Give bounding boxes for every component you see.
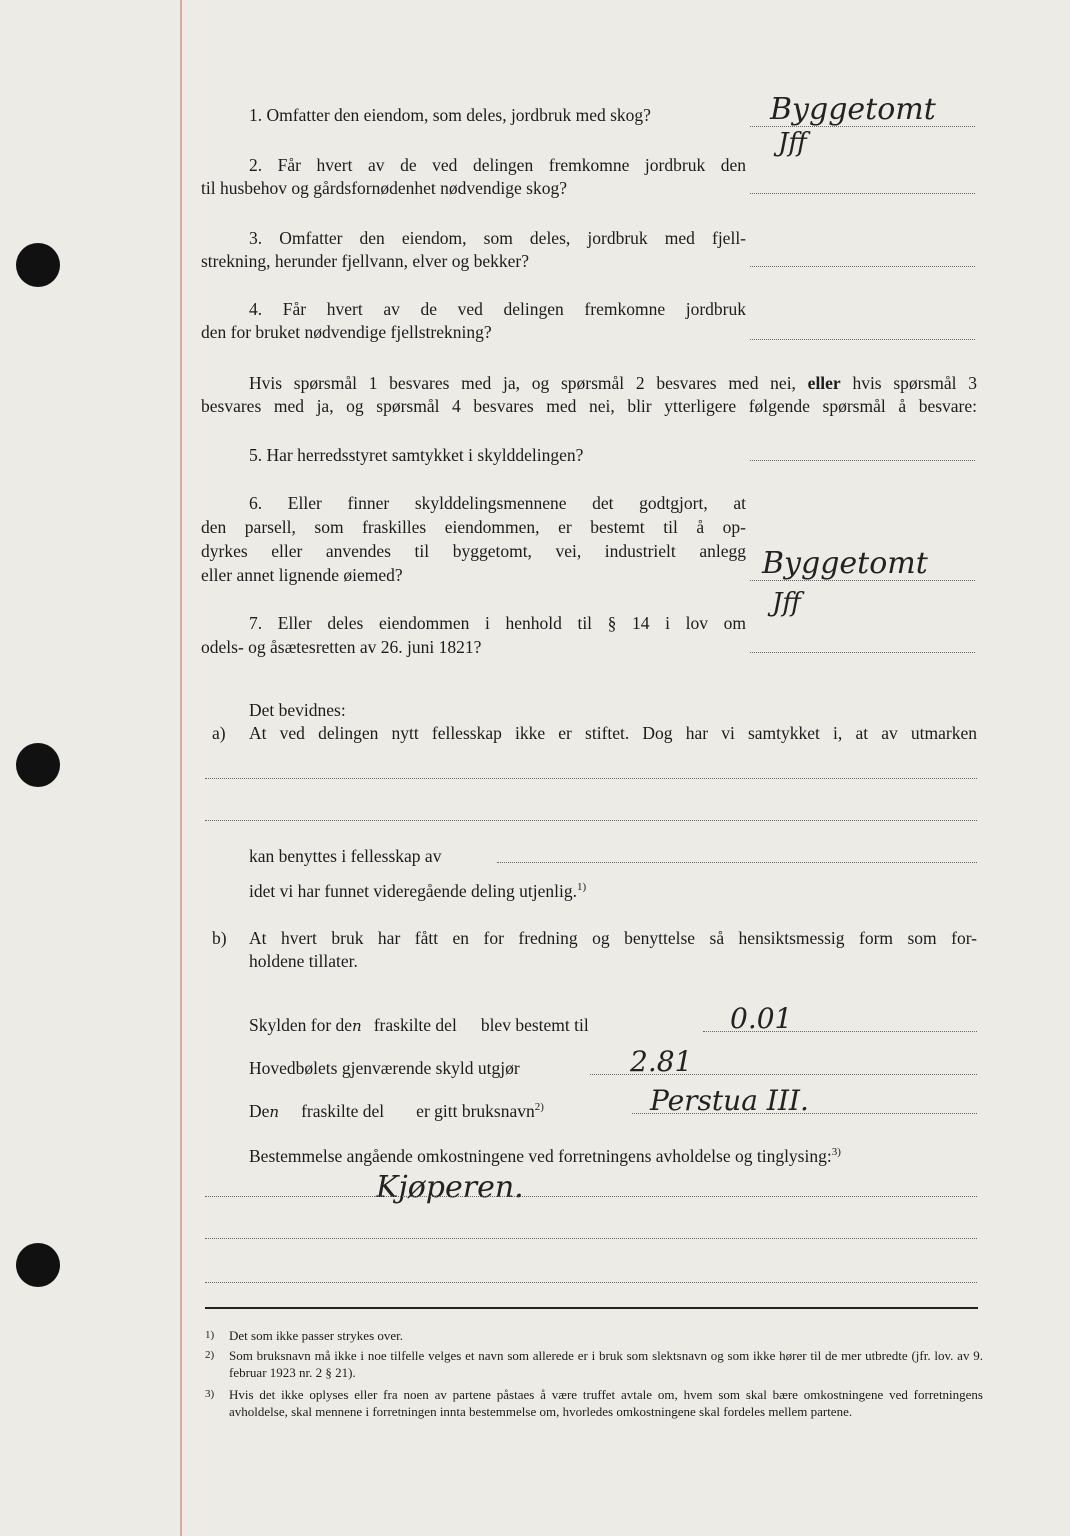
footnote-mark: 1) xyxy=(205,1329,215,1341)
attestation-b-line-2: holdene tillater. xyxy=(249,951,358,971)
reason-line xyxy=(249,876,586,903)
question-number: 2. xyxy=(249,155,263,175)
footnote-text: Det som ikke passer strykes over. xyxy=(229,1328,404,1343)
cost-label: Bestemmelse angående omkostningene ved forretningens avholdelse og tinglysing: xyxy=(249,1145,832,1166)
footnote-2 xyxy=(205,1347,983,1381)
question-text: Omfatter den eiendom, som deles, jordbruk med skog? xyxy=(266,105,651,125)
punch-hole-bottom xyxy=(16,1243,60,1287)
answer-line-7 xyxy=(750,652,975,653)
question-7-line-1 xyxy=(201,612,746,635)
footnote-ref: 3) xyxy=(831,1146,841,1158)
cost-line-1 xyxy=(205,1196,977,1197)
question-1 xyxy=(249,104,651,127)
remaining-value: 2.81 xyxy=(630,1045,693,1078)
footnote-rule xyxy=(205,1307,978,1309)
footnote-text: Hvis det ikke oplyses eller fra noen av partene påstaes å være truffet avtale om, hvem som skal bære omkostningene ved forretningens avholdelse, skal mennene i forretningen innta bestemmelse om, hvorledes omkostningene skal fordeles mellem partene. xyxy=(229,1387,983,1419)
question-6-line-2: den parsell, som fraskilles eiendommen, er bestemt til å op- xyxy=(201,517,746,537)
question-4-line-1 xyxy=(201,298,746,321)
footnote-mark: 2) xyxy=(205,1349,215,1361)
question-text: Eller deles eiendommen i henhold til § 14 i lov om xyxy=(277,613,746,633)
skyld-hand: n xyxy=(352,1017,362,1035)
attestation-a-text: At ved delingen nytt fellesskap ikke er stiftet. Dog har vi samtykket i, at av utmarken xyxy=(249,723,977,743)
question-text: Får hvert av de ved delingen fremkomne jordbruk xyxy=(282,299,746,319)
margin-line xyxy=(180,0,182,1536)
answer-1-mark: Jff xyxy=(778,128,807,158)
shared-use-label: kan benyttes i fellesskap av xyxy=(249,846,442,866)
question-number: 4. xyxy=(249,299,263,319)
footnote-ref: 2) xyxy=(534,1101,544,1113)
footnote-text: Som bruksnavn må ikke i noe tilfelle velges et navn som allerede er i bruk som slektsnavn og som ikke hører til de mer utbredte (jfr. lov. av 9. februar 1923 nr. 2 § 21). xyxy=(229,1348,983,1380)
shared-use-line xyxy=(497,862,977,863)
farm-name-line xyxy=(249,1096,544,1124)
question-4-line-2: den for bruket nødvendige fjellstrekning? xyxy=(201,322,492,342)
question-3-line-1 xyxy=(201,227,746,250)
question-text: Har herredsstyret samtykket i skylddelingen? xyxy=(266,445,584,465)
skyld-pre: Skylden for de xyxy=(249,1015,353,1035)
blank-line-2 xyxy=(205,820,977,821)
remaining-label: Hovedbølets gjenværende skyld utgjør xyxy=(249,1058,520,1078)
cost-line-2 xyxy=(205,1238,977,1239)
conditional-note-line-1 xyxy=(201,372,977,395)
name-post: er gitt bruksnavn xyxy=(416,1100,535,1121)
answer-1: Byggetomt xyxy=(770,92,936,127)
question-3-line-2: strekning, herunder fjellvann, elver og bekker? xyxy=(201,251,529,271)
note-text: hvis spørsmål 3 xyxy=(852,373,977,393)
note-text: Hvis spørsmål 1 besvares med ja, og spørsmål 2 besvares med nei, xyxy=(249,373,796,393)
answer-line-4 xyxy=(750,339,975,340)
footnote-1 xyxy=(205,1327,983,1344)
attestation-b-line-1: At hvert bruk har fått en for fredning og benyttelse så hensiktsmessig form som for- xyxy=(249,928,977,948)
skyld-value: 0.01 xyxy=(730,1002,793,1035)
name-mid: fraskilte del xyxy=(301,1100,385,1121)
question-text: Eller finner skylddelingsmennene det godtgjort, at xyxy=(287,493,747,513)
skyld-line xyxy=(249,1014,589,1038)
question-6-line-3: dyrkes eller anvendes til byggetomt, vei, industrielt anlegg xyxy=(201,541,746,561)
cost-value: Kjøperen. xyxy=(376,1170,524,1205)
question-number: 7. xyxy=(249,613,263,633)
punch-hole-middle xyxy=(16,743,60,787)
note-bold: eller xyxy=(807,373,841,393)
answer-line-5 xyxy=(750,460,975,461)
question-text: Omfatter den eiendom, som deles, jordbruk med fjell- xyxy=(279,228,747,248)
attestation-a-label: a) xyxy=(212,723,226,743)
name-hand: n xyxy=(269,1102,280,1121)
conditional-note-line-2: besvares med ja, og spørsmål 4 besvares med nei, blir ytterligere følgende spørsmål å besvare: xyxy=(201,396,977,416)
skyld-mid: fraskilte del xyxy=(373,1015,457,1035)
question-number: 1. xyxy=(249,105,263,125)
question-6-line-1 xyxy=(201,492,746,515)
question-text: Får hvert av de ved delingen fremkomne jordbruk den xyxy=(277,155,747,175)
footnote-3 xyxy=(205,1386,983,1437)
question-number: 5. xyxy=(249,445,263,465)
question-number: 6. xyxy=(249,493,263,513)
question-7-line-2: odels- og åsætesretten av 26. juni 1821? xyxy=(201,637,482,657)
question-6-line-4: eller annet lignende øiemed? xyxy=(201,565,403,585)
question-2-line-1 xyxy=(201,154,746,177)
skyld-post: blev bestemt til xyxy=(480,1015,589,1035)
name-pre: De xyxy=(249,1100,270,1121)
cost-line-3 xyxy=(205,1282,977,1283)
answer-line-3 xyxy=(750,266,975,267)
attestation-b-label: b) xyxy=(212,928,227,948)
farm-name-value: Perstua III. xyxy=(650,1084,809,1117)
question-5 xyxy=(249,444,583,467)
answer-6-mark: Jff xyxy=(772,588,801,618)
footnote-ref: 1) xyxy=(577,881,587,893)
reason-text: idet vi har funnet videregående deling utjenlig. xyxy=(249,880,578,901)
footnote-mark: 3) xyxy=(205,1388,215,1400)
answer-6: Byggetomt xyxy=(762,546,928,581)
answer-line-2 xyxy=(750,193,975,194)
punch-hole-top xyxy=(16,243,60,287)
attestation-intro: Det bevidnes: xyxy=(249,700,346,720)
question-2-line-2: til husbehov og gårdsfornødenhet nødvendige skog? xyxy=(201,178,567,198)
blank-line-1 xyxy=(205,778,977,779)
question-number: 3. xyxy=(249,228,263,248)
cost-label-line xyxy=(249,1141,841,1168)
